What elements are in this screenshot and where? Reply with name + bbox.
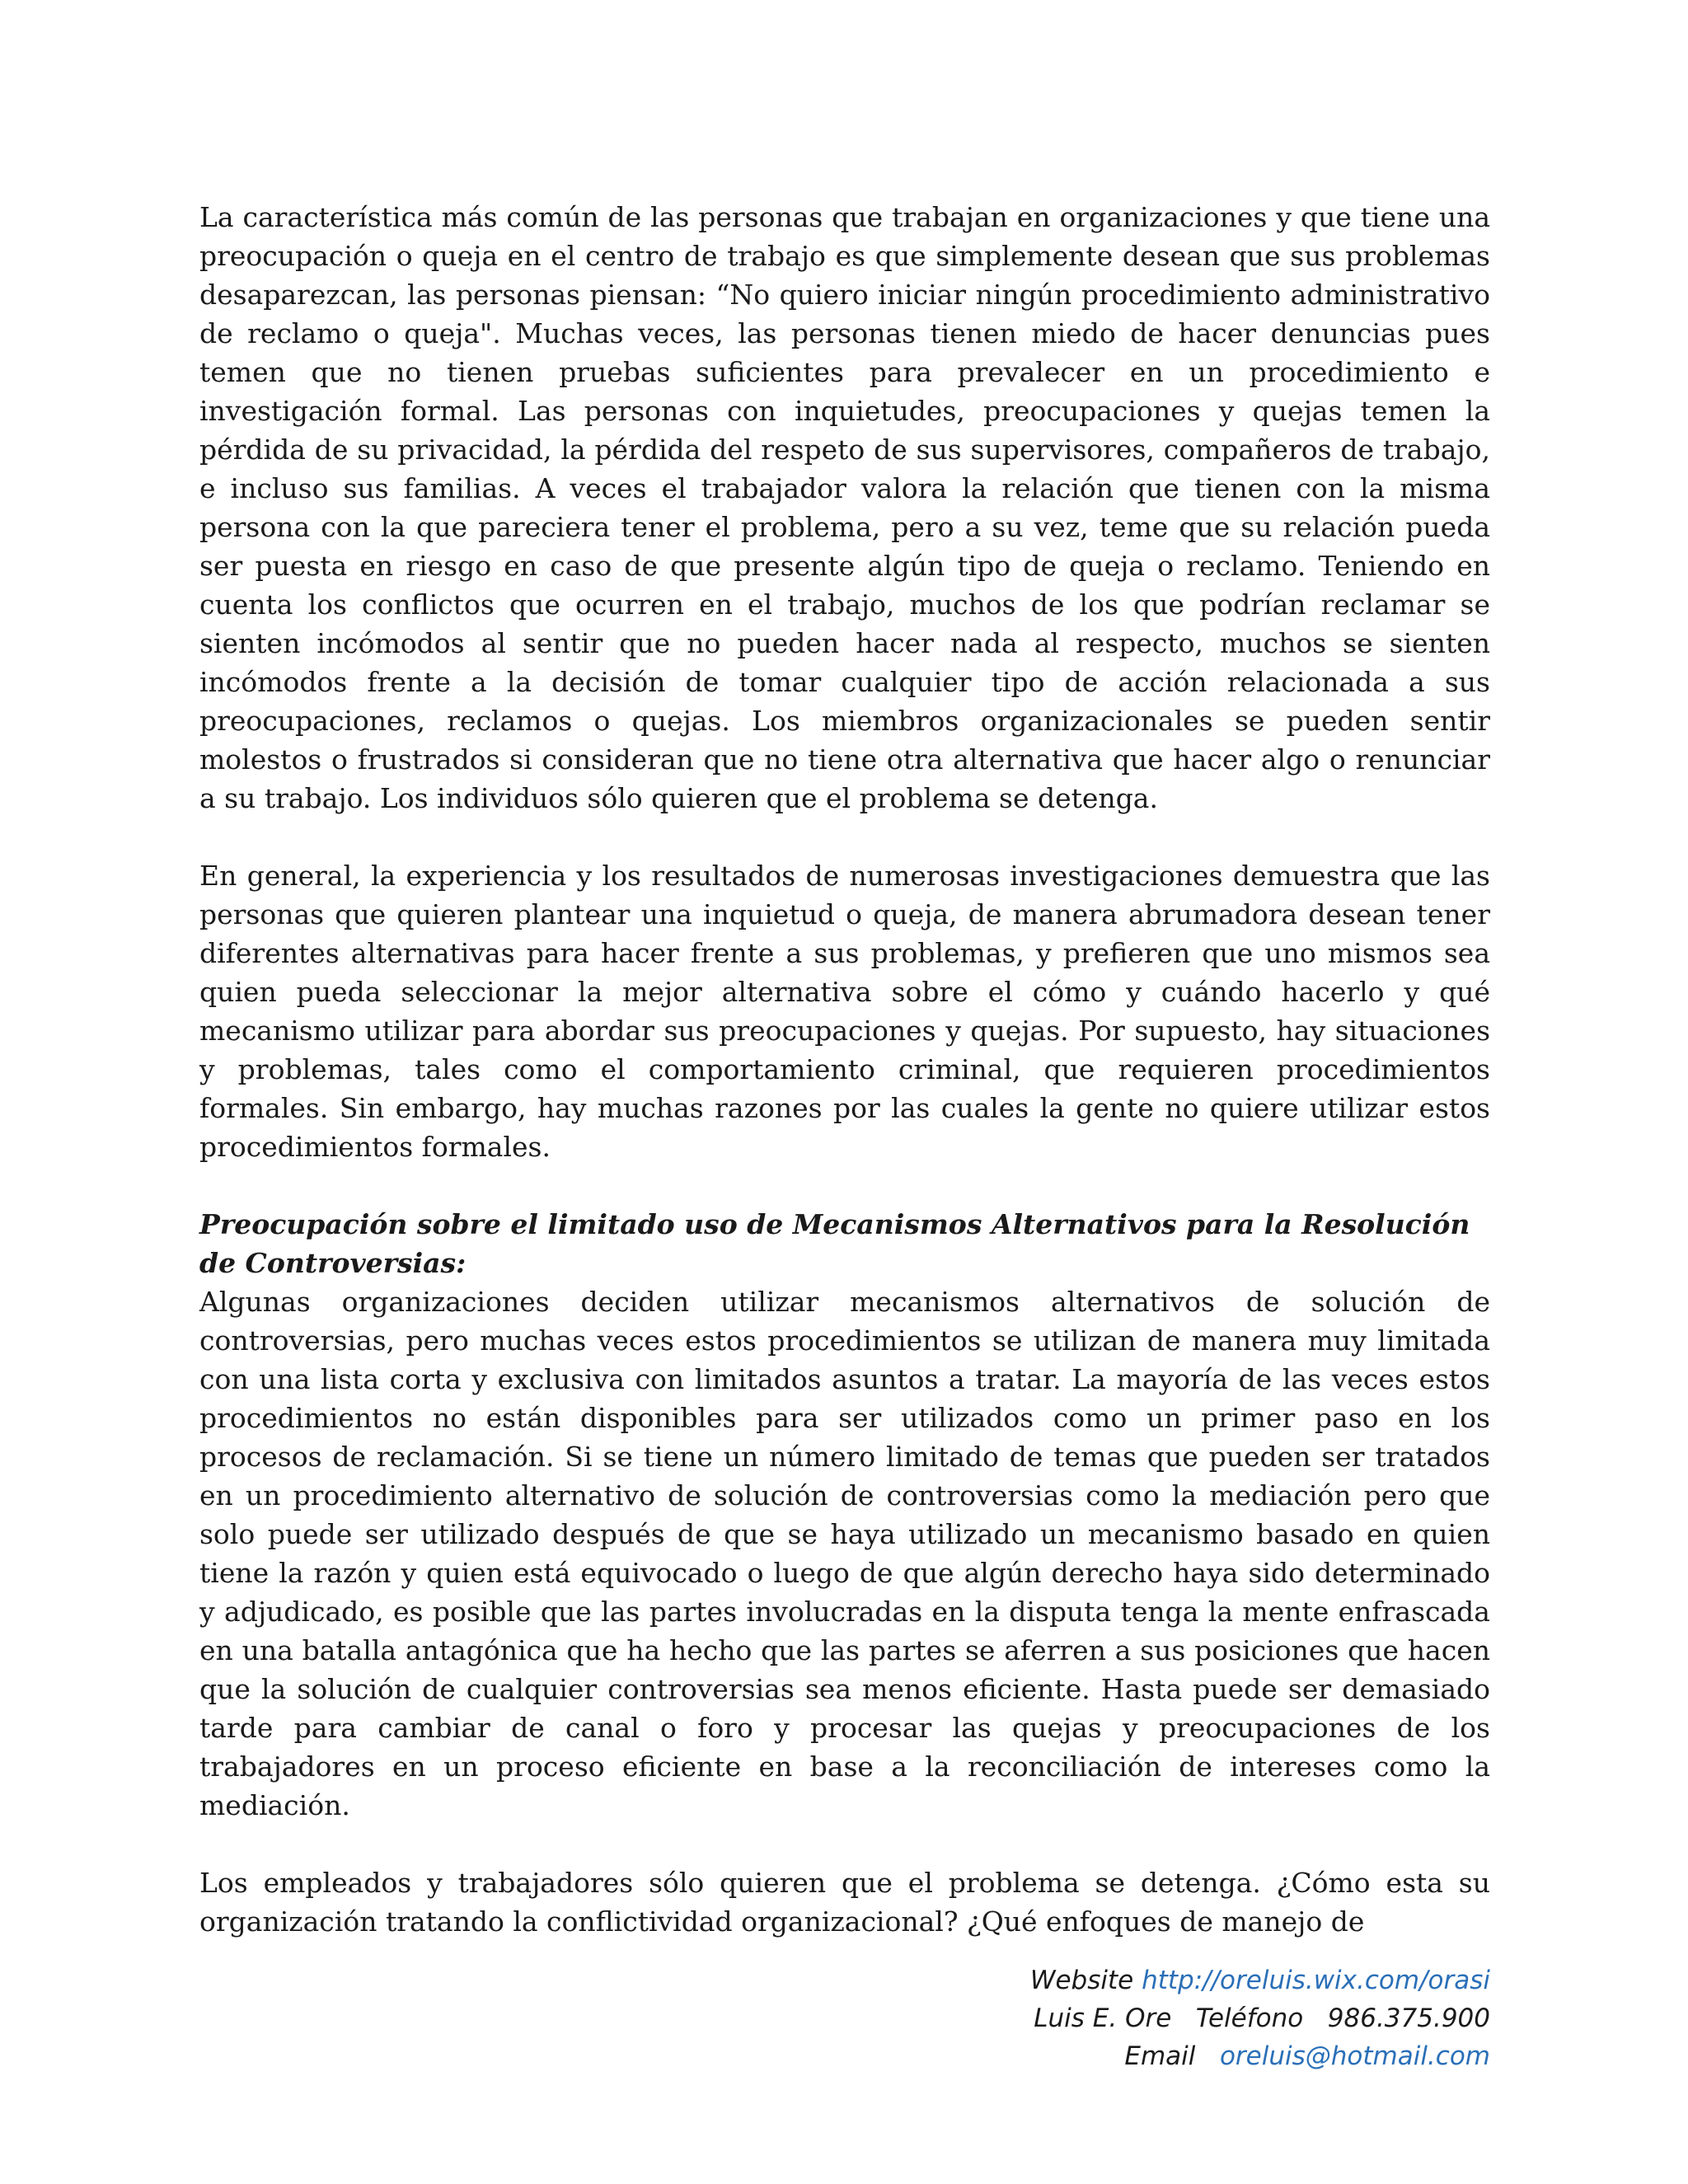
- paragraph-1: La característica más común de las personas que trabajan en organizaciones y que tiene una preocupación o queja en el centro de trabajo es que simplemente desean que sus problemas desaparezcan, las personas piensan: “No quiero iniciar ningún procedimiento administrativo de reclamo o queja". Muchas veces, las personas tienen miedo de hacer denuncias pues temen que no tienen pruebas suficientes para prevalecer en un procedimiento e investigación formal. Las personas con inquietudes, preocupaciones y quejas temen la pérdida de su privacidad, la pérdida del respeto de sus supervisores, compañeros de trabajo, e incluso sus familias. A veces el trabajador valora la relación que tienen con la misma persona con la que pareciera tener el problema, pero a su vez, teme que su relación pueda ser puesta en riesgo en caso de que presente algún tipo de queja o reclamo. Teniendo en cuenta los conflictos que ocurren en el trabajo, muchos de los que podrían reclamar se sienten incómodos al sentir que no pueden hacer nada al respecto, muchos se sienten incómodos frente a la decisión de tomar cualquier tipo de acción relacionada a sus preocupaciones, reclamos o quejas. Los miembros organizacionales se pueden sentir molestos o frustrados si consideran que no tiene otra alternativa que hacer algo o renunciar a su trabajo. Los individuos sólo quieren que el problema se detenga.: [199, 201, 1490, 814]
- footer-email-line: [666, 2037, 1490, 2075]
- footer-contact-line: Luis E. Ore Teléfono 986.375.900: [1034, 2004, 1490, 2033]
- paragraph-4: Los empleados y trabajadores sólo quieren que el problema se detenga. ¿Cómo esta su organización tratando la conflictividad organizacional? ¿Qué enfoques de manejo de: [199, 1867, 1490, 1938]
- section-heading: Preocupación sobre el limitado uso de Mecanismos Alternativos para la Resolución de Controversias:: [199, 1208, 1470, 1279]
- website-link[interactable]: http://oreluis.wix.com/orasi: [1142, 1966, 1490, 1995]
- contact-footer: [666, 1961, 1490, 2075]
- footer-website-label: Website: [1029, 1966, 1142, 1995]
- paragraph-2: En general, la experiencia y los resultados de numerosas investigaciones demuestra que las personas que quieren plantear una inquietud o queja, de manera abrumadora desean tener diferentes alternativas para hacer frente a sus problemas, y prefieren que uno mismos sea quien pueda seleccionar la mejor alternativa sobre el cómo y cuándo hacerlo y qué mecanismo utilizar para abordar sus preocupaciones y quejas. Por supuesto, hay situaciones y problemas, tales como el comportamiento criminal, que requieren procedimientos formales. Sin embargo, hay muchas razones por las cuales la gente no quiere utilizar estos procedimientos formales.: [199, 860, 1490, 1163]
- email-link[interactable]: oreluis@hotmail.com: [1219, 2041, 1490, 2071]
- footer-website-line: [666, 1961, 1490, 1999]
- document-body: [199, 198, 1490, 1941]
- footer-email-label: Email: [1124, 2041, 1220, 2071]
- paragraph-3: Algunas organizaciones deciden utilizar mecanismos alternativos de solución de controversias, pero muchas veces estos procedimientos se utilizan de manera muy limitada con una lista corta y exclusiva con limitados asuntos a tratar. La mayoría de las veces estos procedimientos no están disponibles para ser utilizados como un primer paso en los procesos de reclamación. Si se tiene un número limitado de temas que pueden ser tratados en un procedimiento alternativo de solución de controversias como la mediación pero que solo puede ser utilizado después de que se haya utilizado un mecanismo basado en quien tiene la razón y quien está equivocado o luego de que algún derecho haya sido determinado y adjudicado, es posible que las partes involucradas en la disputa tenga la mente enfrascada en una batalla antagónica que ha hecho que las partes se aferren a sus posiciones que hacen que la solución de cualquier controversias sea menos eficiente. Hasta puede ser demasiado tarde para cambiar de canal o foro y procesar las quejas y preocupaciones de los trabajadores en un proceso eficiente en base a la reconciliación de intereses como la mediación.: [199, 1286, 1490, 1821]
